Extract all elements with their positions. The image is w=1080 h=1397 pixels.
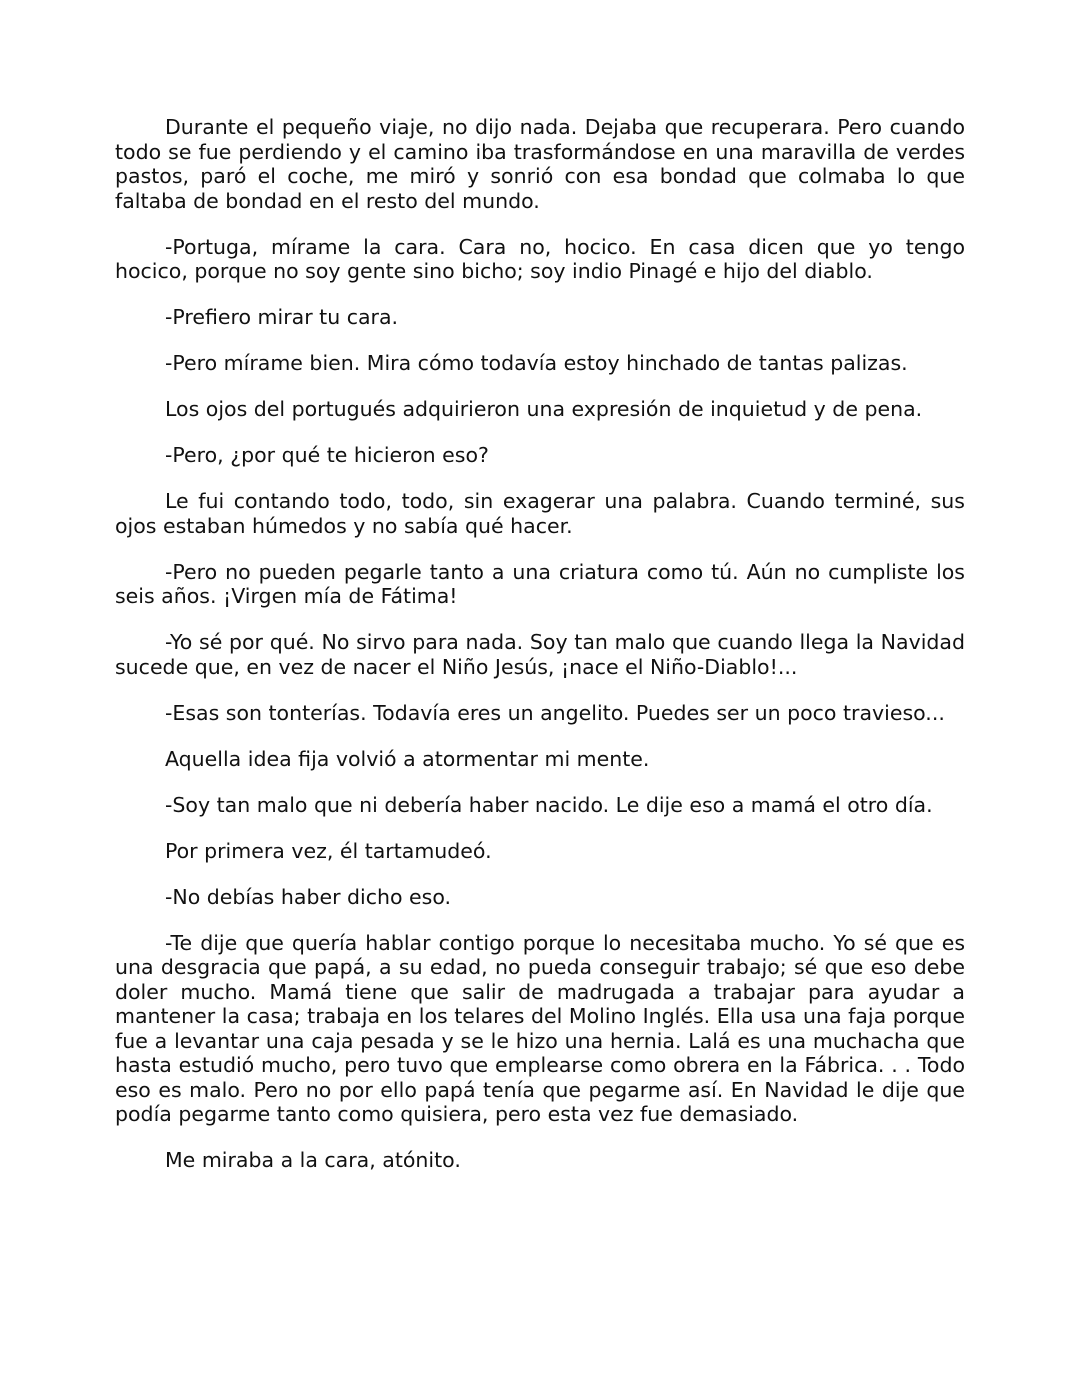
paragraph: Le fui contando todo, todo, sin exagerar una palabra. Cuando terminé, sus ojos estaban húmedos y no sabía qué hacer.: [115, 489, 965, 538]
paragraph: Me miraba a la cara, atónito.: [165, 1148, 461, 1172]
paragraph: -Esas son tonterías. Todavía eres un angelito. Puedes ser un poco travieso...: [165, 700, 945, 725]
paragraph: Durante el pequeño viaje, no dijo nada. Dejaba que recuperara. Pero cuando todo se fue perdiendo y el camino iba trasformándose en una maravilla de verdes pastos, paró el coche, me miró y sonrió con esa bondad que colmaba lo que faltaba de bondad en el resto del mundo.: [115, 115, 965, 213]
paragraph: -Portuga, mírame la cara. Cara no, hocico. En casa dicen que yo tengo hocico, porque no soy gente sino bicho; soy indio Pinagé e hijo del diablo.: [115, 234, 965, 283]
paragraph: -Prefiero mirar tu cara.: [165, 305, 399, 329]
document-page: [115, 115, 965, 1194]
paragraph: Aquella idea fija volvió a atormentar mi mente.: [165, 746, 650, 771]
paragraph: -Pero mírame bien. Mira cómo todavía estoy hinchado de tantas palizas.: [165, 351, 908, 375]
paragraph: -No debías haber dicho eso.: [165, 884, 452, 909]
paragraph: -Pero, ¿por qué te hicieron eso?: [165, 443, 489, 467]
paragraph: -Yo sé por qué. No sirvo para nada. Soy tan malo que cuando llega la Navidad sucede que, en vez de nacer el Niño Jesús, ¡nace el Niño-Diablo!...: [115, 630, 965, 679]
paragraph: -Te dije que quería hablar contigo porque lo necesitaba mucho. Yo sé que es una desgracia que papá, a su edad, no pueda conseguir trabajo; sé que eso debe doler mucho. Mamá tiene que salir de madrugada a trabajar para ayudar a mantener la casa; trabaja en los telares del Molino Inglés. Ella usa una faja porque fue a levantar una caja pesada y se le hizo una hernia. Lalá es una muchacha que hasta estudió mucho, pero tuvo que emplearse como obrera en la Fábrica. . . Todo eso es malo. Pero no por ello papá tenía que pegarme así. En Navidad le dije que podía pegarme tanto como quisiera, pero esta vez fue demasiado.: [115, 930, 965, 1126]
paragraph: Los ojos del portugués adquirieron una expresión de inquietud y de pena.: [165, 397, 923, 421]
paragraph: -Pero no pueden pegarle tanto a una criatura como tú. Aún no cumpliste los seis años. ¡Virgen mía de Fátima!: [115, 559, 965, 608]
paragraph: Por primera vez, él tartamudeó.: [165, 838, 492, 863]
paragraph: -Soy tan malo que ni debería haber nacido. Le dije eso a mamá el otro día.: [165, 792, 933, 817]
